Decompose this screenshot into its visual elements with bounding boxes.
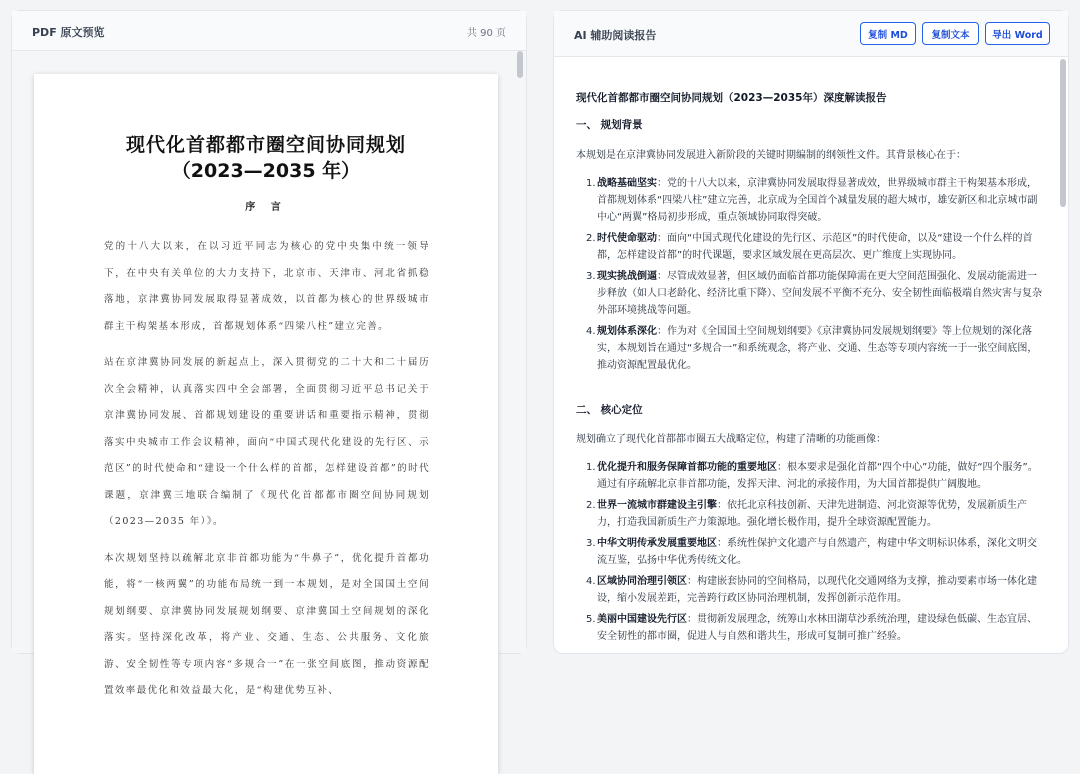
- list-item: 4. 区域协同治理引领区：构建嵌套协同的空间格局，以现代化交通网络为支撑，推动要素市场一体化建设，缩小发展差距，完善跨行政区协同治理机制，发挥创新示范作用。: [586, 576, 1037, 604]
- document-title: 现代化首都都市圈空间协同规划: [125, 134, 406, 156]
- pdf-scrollbar[interactable]: [517, 51, 523, 78]
- report-title: 现代化首都都市圈空间协同规划（2023—2035年）深度解读报告: [576, 92, 887, 104]
- section-intro-positioning: 规划确立了现代化首都都市圈五大战略定位，构建了清晰的功能画像：: [576, 434, 886, 445]
- copy-text-button[interactable]: 复制文本: [922, 22, 979, 45]
- list-item: 3. 现实挑战倒逼：尽管成效显著，但区域仍面临首都功能保障需在更大空间范围强化、发展动能需进一步释放（如人口老龄化、经济比重下降）、空间发展不平衡不充分、安全韧性面临极端自然灾害与复杂外部环境挑战等问题。: [586, 271, 1042, 316]
- pdf-preview-panel: [11, 10, 527, 696]
- list-item: 2. 世界一流城市群建设主引擎：依托北京科技创新、天津先进制造、河北资源等优势，发展新质生产力，打造我国新质生产力策源地。强化增长极作用，提升全球资源配置能力。: [586, 500, 1027, 528]
- report-content[interactable]: [576, 57, 1042, 653]
- list-item: 3. 中华文明传承发展重要地区：系统性保护文化遗产与自然遗产，构建中华文明标识体系，深化文明交流互鉴，弘扬中华优秀传统文化。: [586, 538, 1037, 566]
- ai-report-panel: [553, 10, 1069, 654]
- background-list: [586, 175, 1042, 378]
- positioning-list: [586, 459, 1042, 649]
- list-item: 4. 规划体系深化：作为对《全国国土空间规划纲要》《京津冀协同发展规划纲要》等上位规划的深化落实，本规划旨在通过“多规合一”和系统观念，将产业、交通、生态等专项内容统一于一张空间底图，推动资源配置最优化。: [586, 326, 1038, 371]
- list-item: 1. 优化提升和服务保障首都功能的重要地区：根本要求是强化首都“四个中心”功能，做好“四个服务”。通过有序疏解北京非首都功能，发挥天津、河北的承接作用，为大国首都提供广阔腹地。: [586, 462, 1038, 490]
- pdf-page: [34, 74, 498, 774]
- preface-heading: 序 言: [245, 202, 287, 213]
- list-item: 5. 美丽中国建设先行区：贯彻新发展理念，统筹山水林田湖草沙系统治理，建设绿色低碳、生态宜居、安全韧性的都市圈，促进人与自然和谐共生，形成可复制可推广经验。: [586, 614, 1037, 642]
- report-scrollbar[interactable]: [1060, 59, 1066, 207]
- document-years: （2023—2035 年）: [171, 160, 361, 182]
- export-word-button[interactable]: 导出 Word: [985, 22, 1050, 45]
- document-paragraph: 本次规划坚持以疏解北京非首都功能为“牛鼻子”，优化提升首都功能，将“一核两翼”的功能布局统一到一本规划，是对全国国土空间规划纲要、京津冀协同发展规划纲要、京津冀国土空间规划的深化落实。坚持深化改革，将产业、交通、生态、公共服务、文化旅游、安全韧性等专项内容“多规合一”在一张空间底图，推动资源配置效率最优化和效益最大化，是“构建优势互补、: [104, 552, 430, 696]
- list-item: 2. 时代使命驱动：面向“中国式现代化建设的先行区、示范区”的时代使命，以及“建设一个什么样的首都，怎样建设首都”的时代课题，要求区域发展在更高层次、更广维度上实现协同。: [586, 233, 1033, 261]
- copy-md-button[interactable]: 复制 MD: [860, 22, 916, 45]
- page-count: 共 90 页: [466, 28, 506, 39]
- ai-report-title: AI 辅助阅读报告: [574, 29, 657, 42]
- section-heading-background: 一、 规划背景: [576, 119, 643, 131]
- list-item: 1. 战略基础坚实：党的十八大以来，京津冀协同发展取得显著成效，世界级城市群主干构架基本形成，首都规划体系“四梁八柱”建立完善，北京成为全国首个减量发展的超大城市，雄安新区和北京城市副中心“两翼”格局初步形成，重点领域协同取得突破。: [586, 178, 1038, 223]
- pdf-preview-header: [12, 11, 526, 51]
- document-paragraph: 站在京津冀协同发展的新起点上，深入贯彻党的二十大和二十届历次全会精神，认真落实四中全会部署，全面贯彻习近平总书记关于京津冀协同发展、首都规划建设的重要讲话和重要指示精神，贯彻落实中央城市工作会议精神，面向“中国式现代化建设的先行区、示范区”的时代使命和“建设一个什么样的首都，怎样建设首都”的时代课题，京津冀三地联合编制了《现代化首都都市圈空间协同规划（2023—2035 年）》。: [104, 357, 430, 527]
- document-paragraph: 党的十八大以来，在以习近平同志为核心的党中央集中统一领导下，在中央有关单位的大力支持下，北京市、天津市、河北省抓稳落地，京津冀协同发展取得显著成效，以首都为核心的世界级城市群主干构架基本形成，首都规划体系“四梁八柱”建立完善。: [104, 241, 430, 332]
- document-body: [104, 234, 430, 715]
- ai-report-header: [554, 11, 1068, 57]
- pdf-scroll-area[interactable]: [12, 51, 526, 696]
- section-heading-positioning: 二、 核心定位: [576, 404, 643, 416]
- pdf-preview-title: PDF 原文预览: [32, 26, 105, 39]
- section-intro-background: 本规划是在京津冀协同发展进入新阶段的关键时期编制的纲领性文件。其背景核心在于：: [576, 150, 966, 161]
